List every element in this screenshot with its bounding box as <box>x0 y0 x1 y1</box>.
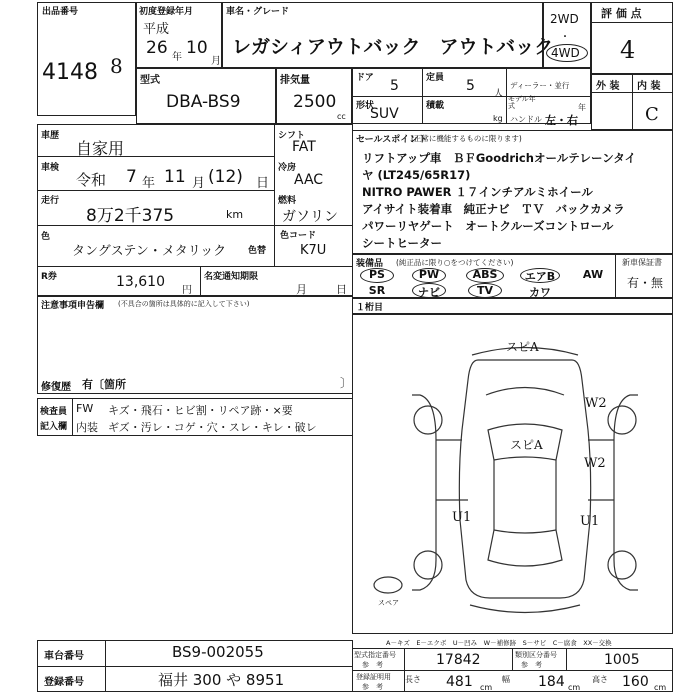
inspection-day: (12) <box>208 167 243 187</box>
inspector-sub: 記入欄 <box>40 422 68 432</box>
mark-left-rear: U1 <box>452 510 472 525</box>
selling-point-line: アイサイト装着車 純正ナビ ＴＶ バックカメラ <box>362 202 625 216</box>
history-label: 車歴 <box>41 131 60 141</box>
recycle-value: 13,610 <box>116 274 165 290</box>
cooling-label: 冷房 <box>278 163 297 173</box>
load-label: 積載 <box>426 101 445 111</box>
equip-sr: SR <box>368 284 386 297</box>
name-change-label: 名変通知期限 <box>204 272 259 282</box>
equipment-label: 装備品 <box>356 259 384 269</box>
recycle-label: R券 <box>41 272 57 282</box>
repair-label: 修復歴 <box>41 382 71 393</box>
diagram-box <box>352 314 673 634</box>
warranty-value: 有・無 <box>627 276 664 290</box>
width-unit: cm <box>568 683 581 692</box>
color-label: 色 <box>41 232 51 242</box>
interior-value: C <box>645 104 659 125</box>
shape-label: 形状 <box>356 101 375 111</box>
inspector-r1-a: FW <box>76 402 94 415</box>
class-number-value: 1005 <box>604 652 640 668</box>
equipment-note: (純正品に限り○をつけてください) <box>396 258 514 267</box>
mark-windshield: スピA <box>510 438 543 452</box>
type-designation-label: 型式指定番号 <box>354 651 396 659</box>
equip-airbag: エアB <box>524 270 556 283</box>
length-label: 長さ <box>405 675 421 684</box>
detail-vdiv <box>274 124 275 266</box>
grade-score: 4 <box>620 36 636 64</box>
dimensions-sub: 参 考 <box>362 683 383 691</box>
selling-points-note: (正常に機能するものに限ります) <box>411 134 522 143</box>
spec-v2 <box>506 68 507 124</box>
registration-year: 26 <box>146 38 168 58</box>
equip-ps: PS <box>369 268 385 281</box>
cooling-value: AAC <box>294 172 324 188</box>
mileage-label: 走行 <box>41 196 60 206</box>
doors-value: 5 <box>390 78 399 94</box>
inspector-r1-b: キズ・飛石・ヒビ割・リペア跡・×要 <box>108 404 293 417</box>
class-number-sub: 参 考 <box>521 661 542 669</box>
detail-h2 <box>37 190 274 191</box>
height-label: 高さ <box>592 675 608 684</box>
shift-label: シフト <box>278 131 306 141</box>
doors-label: ドア <box>356 73 374 83</box>
dealer-label: ディーラー・並行 <box>510 81 570 90</box>
inspection-month: 11 <box>164 167 186 187</box>
name-change-month: 月 <box>296 283 307 296</box>
detail-h1 <box>37 156 274 157</box>
warranty-label: 新車保証書 <box>622 258 662 267</box>
inspection-label: 車検 <box>41 163 60 173</box>
drive-dot: ・ <box>560 32 570 43</box>
damage-legend: A－キズ E－エクボ U－凹み W－補修跡 S－サビ C－腐食 XX－交換 <box>386 639 612 647</box>
displacement-value: 2500 <box>293 92 337 112</box>
detail-h4 <box>37 266 353 267</box>
ichi-label: １桁目 <box>356 303 384 313</box>
exterior-label: 外 装 <box>596 81 620 92</box>
model-label: 型式 <box>140 75 160 86</box>
detail-v-namechange <box>200 266 201 296</box>
selling-point-line: リフトアップ車 ＢＦGoodrichオールテレーンタイ <box>362 151 637 165</box>
type-designation-value: 17842 <box>436 652 481 668</box>
equip-navi: ナビ <box>418 286 440 299</box>
bottom-right-v3 <box>566 648 567 670</box>
inspection-year-unit: 年 <box>142 176 156 191</box>
registration-label: 初度登録年月 <box>139 7 194 17</box>
spec-v1 <box>422 68 423 124</box>
length-value: 481 <box>446 674 473 690</box>
selling-point-line: パワーリヤゲート オートクルーズコントロール <box>362 219 614 233</box>
selling-point-line: NITRO PAWER １７インチアルミホイール <box>362 185 593 199</box>
mark-front: スピA <box>506 340 539 354</box>
equip-tv: TV <box>476 284 494 297</box>
fuel-value: ガソリン <box>282 209 338 225</box>
equip-abs: ABS <box>472 268 498 281</box>
notes-sub: (不具合の箇所は具体的に記入して下さい) <box>118 300 250 308</box>
lot-number: 4148 <box>42 60 98 85</box>
lot-suffix: 8 <box>110 54 123 78</box>
registration-month-unit: 月 <box>211 56 221 67</box>
dimensions-label: 登録証明用 <box>356 673 391 681</box>
chassis-value: BS9-002055 <box>172 643 264 661</box>
displacement-label: 排気量 <box>280 75 310 86</box>
inspector-r2-b: ギズ・汚レ・コゲ・穴・スレ・キレ・破レ <box>108 421 317 434</box>
bottom-right-h <box>352 670 673 671</box>
model-value: DBA-BS9 <box>166 92 241 112</box>
width-label: 幅 <box>502 675 510 684</box>
color-code-label: 色コード <box>280 231 317 241</box>
mark-right-door: W2 <box>584 456 606 471</box>
model-year-label: モデル年式 <box>508 95 536 110</box>
registration-year-unit: 年 <box>172 52 182 63</box>
capacity-unit: 人 <box>494 89 504 99</box>
drive-2wd: 2WD <box>550 12 579 26</box>
inspector-vdiv <box>72 398 73 436</box>
drive-4wd: 4WD <box>551 46 580 60</box>
car-name-label: 車名・グレード <box>226 7 290 17</box>
model-year-unit: 年 <box>578 103 586 112</box>
shift-value: FAT <box>292 139 316 155</box>
ichi-label-box <box>352 298 673 314</box>
interior-label: 内 装 <box>637 81 661 92</box>
recycle-unit: 円 <box>182 285 192 296</box>
inspection-year: 7 <box>126 167 137 187</box>
color-code: K7U <box>300 243 327 258</box>
height-unit: cm <box>654 683 667 692</box>
selling-point-line: シートヒーター <box>362 236 443 250</box>
color-change-label: 色替 <box>248 246 267 256</box>
bottom-left-h <box>37 666 353 667</box>
displacement-unit: cc <box>337 112 346 121</box>
selling-points-label: セールスポイント <box>356 135 428 145</box>
bottom-left-v <box>105 640 106 692</box>
plate-label: 登録番号 <box>44 677 84 688</box>
handle-value: 左・右 <box>545 114 578 127</box>
inspection-day-unit: 日 <box>256 176 270 191</box>
capacity-label: 定員 <box>426 73 445 83</box>
repair-value: 有〔箇所 <box>82 378 126 391</box>
registration-month: 10 <box>186 38 208 58</box>
notes-label: 注意事項申告欄 <box>41 301 105 311</box>
load-unit: kg <box>493 114 503 123</box>
equip-leather: カワ <box>529 286 551 299</box>
equip-aw: AW <box>582 268 604 281</box>
class-number-label: 類別区分番号 <box>515 651 557 659</box>
bottom-right-v2 <box>512 648 513 670</box>
spec-divider <box>352 96 591 97</box>
handle-label: ハンドル <box>510 115 542 124</box>
registration-era: 平成 <box>143 22 170 37</box>
height-value: 160 <box>622 674 649 690</box>
chassis-label: 車台番号 <box>44 651 84 662</box>
mileage-value: 8万2千375 <box>86 206 175 226</box>
exterior-vdiv <box>632 74 633 130</box>
mark-right-front: W2 <box>585 396 607 411</box>
shape-value: SUV <box>370 106 399 122</box>
equip-pw: PW <box>418 268 440 281</box>
inspection-month-unit: 月 <box>192 176 206 191</box>
length-unit: cm <box>480 683 493 692</box>
inspector-r2-a: 内装 <box>76 421 98 434</box>
grade-label: 評 価 点 <box>601 7 642 20</box>
equipment-vdiv <box>615 254 616 298</box>
car-name-value: レガシィアウトバック アウトバック <box>232 36 554 58</box>
mark-right-rear: U1 <box>580 514 600 529</box>
mileage-unit: km <box>226 208 244 221</box>
capacity-value: 5 <box>466 78 475 94</box>
fuel-label: 燃料 <box>278 196 297 206</box>
name-change-day: 日 <box>336 283 347 296</box>
bottom-right-v1 <box>404 648 405 692</box>
selling-point-line: ヤ (LT245/65R17) <box>362 168 471 182</box>
color-value: タングステン・メタリック <box>72 244 227 259</box>
inspection-era: 令和 <box>76 171 107 189</box>
repair-close: 〕 <box>340 376 353 390</box>
lot-label: 出品番号 <box>42 7 79 17</box>
spare-label: スペア <box>378 599 399 607</box>
type-designation-sub: 参 考 <box>362 661 383 669</box>
selling-points-lines <box>362 150 636 252</box>
width-value: 184 <box>538 674 565 690</box>
inspector-label: 検査員 <box>40 407 68 417</box>
grade-divider <box>591 22 673 23</box>
history-value: 自家用 <box>76 139 125 158</box>
plate-value: 福井 300 や 8951 <box>158 671 285 689</box>
